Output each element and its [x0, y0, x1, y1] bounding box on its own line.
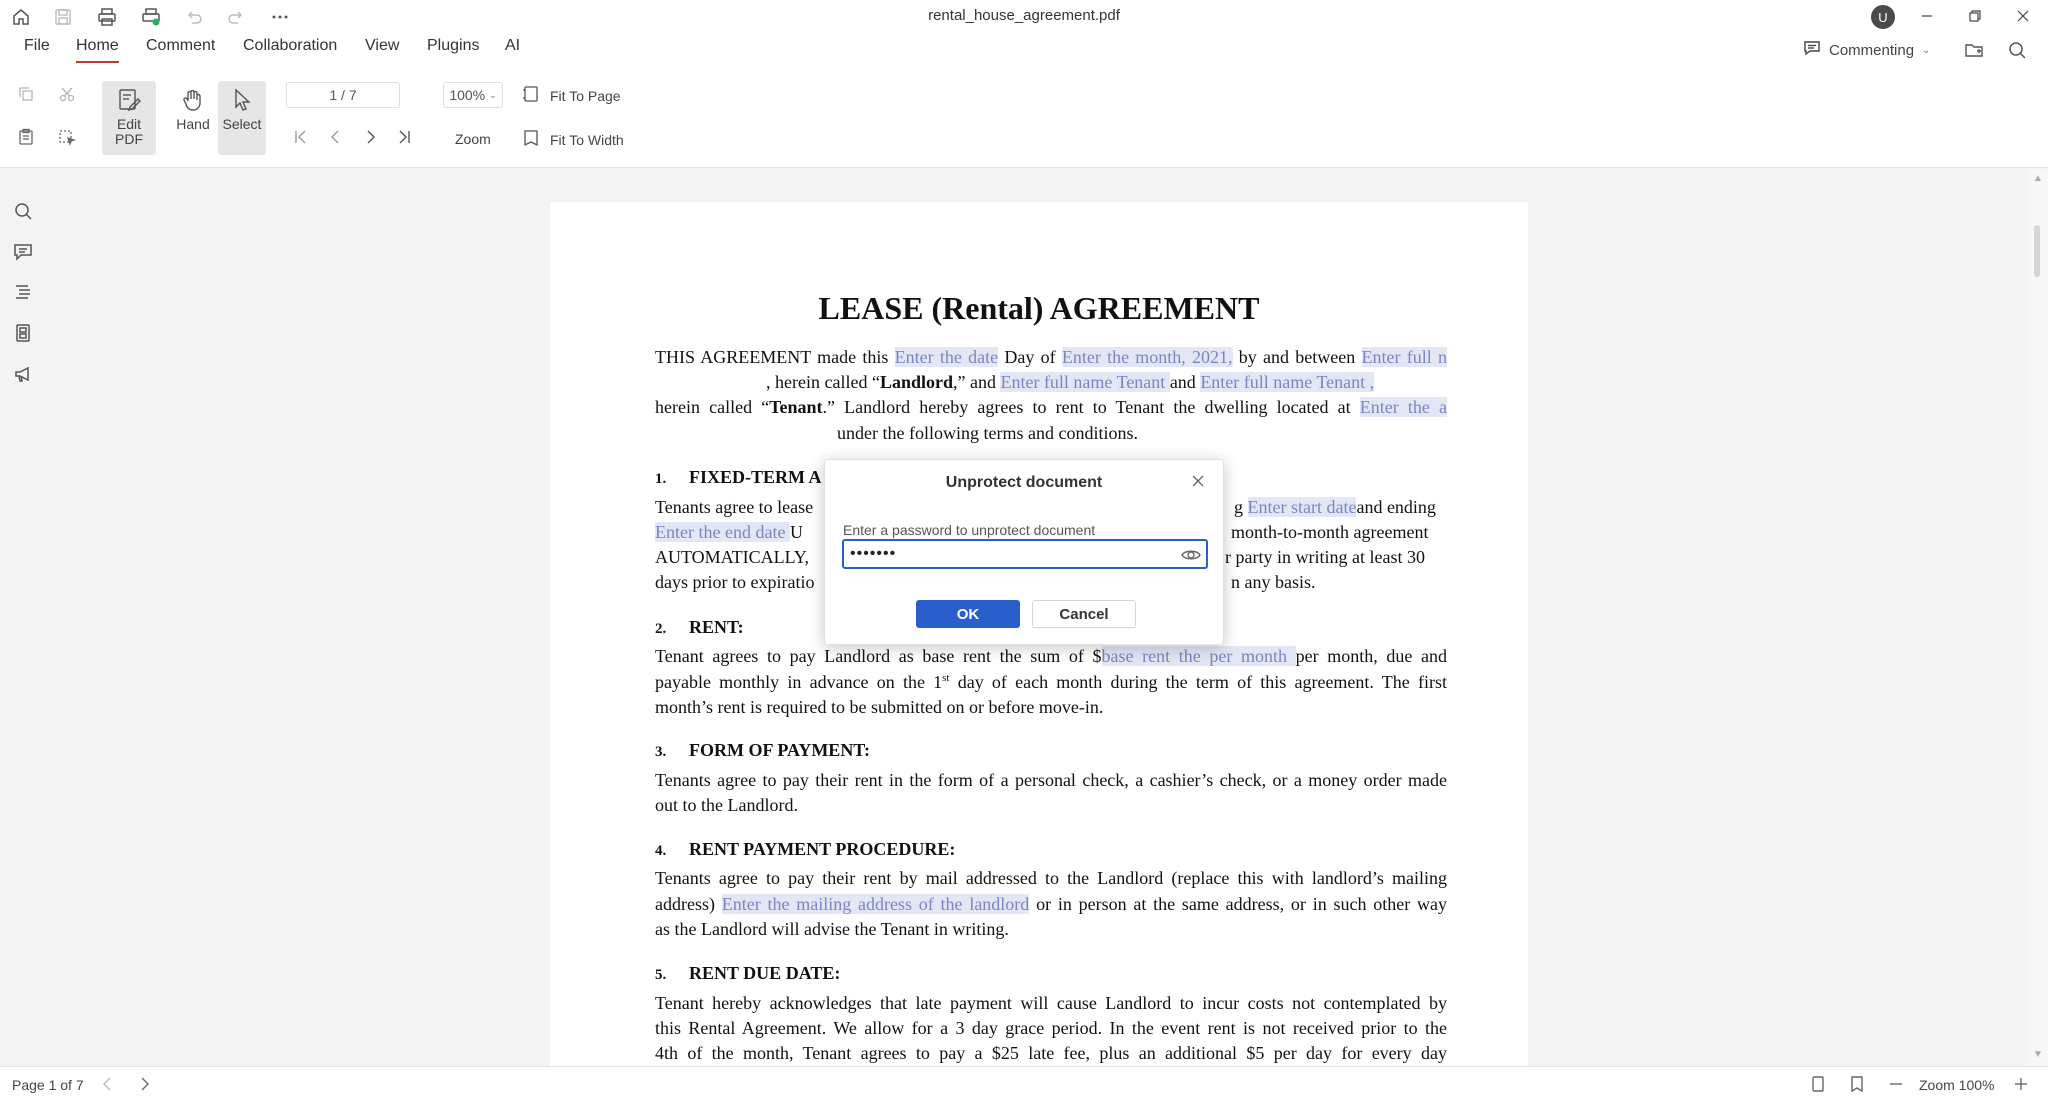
password-input[interactable]: ••••••• [842, 539, 1208, 569]
section-heading [655, 839, 1447, 860]
minimize-icon[interactable] [1912, 3, 1942, 29]
section-number: 1. [655, 471, 667, 487]
body-text: or in person at the same address, or in such other way [1029, 894, 1447, 914]
menu-file[interactable]: File [24, 37, 50, 54]
form-field-start-date[interactable]: Enter start date [1247, 497, 1357, 517]
body-text: AUTOMATICALLY, [655, 547, 810, 567]
s3-line-1: Tenants agree to pay their rent in the form of a personal check, a cashier’s check, or a money order made [655, 770, 1447, 790]
commenting-mode-dropdown[interactable] [1803, 39, 1930, 61]
superscript: st [942, 672, 950, 684]
edit-pdf-label: Edit PDF [115, 116, 143, 147]
scrollbar-thumb[interactable] [2034, 225, 2040, 277]
comments-panel-icon[interactable] [11, 240, 35, 264]
intro-text: .” Landlord hereby agrees to rent to Tenant the dwelling located at [822, 397, 1360, 417]
chevron-down-icon: ⌄ [489, 89, 497, 100]
intro-text: and [1169, 372, 1201, 392]
open-folder-icon[interactable] [1963, 39, 1985, 61]
form-field-tenant-name-2[interactable]: Enter full name Tenant , [1200, 372, 1375, 392]
s5-line-3: 4th of the month, Tenant agrees to pay a $25 late fee, plus an additional $5 per day for every day [655, 1043, 1447, 1063]
body-text: g [1234, 497, 1248, 517]
body-text: Tenant agrees to pay Landlord as base rent the sum of $ [655, 646, 1102, 666]
previous-page-icon[interactable] [324, 126, 346, 148]
menu-ai[interactable]: AI [505, 37, 521, 54]
scroll-down-icon[interactable]: ▼ [2033, 1049, 2043, 1060]
zoom-in-icon[interactable] [2011, 1074, 2031, 1094]
body-text: and ending [1356, 497, 1436, 517]
body-text: r party in writing at least 30 [1225, 547, 1425, 567]
s3-line-2: out to the Landlord. [655, 795, 798, 815]
unprotect-document-dialog [824, 459, 1224, 645]
intro-line-4: under the following terms and conditions. [837, 423, 1138, 443]
fit-width-icon [522, 129, 540, 150]
vertical-scrollbar[interactable] [2028, 169, 2048, 1066]
s5-line-1: Tenant hereby acknowledges that late payment will cause Landlord to incur costs not contemplated by [655, 993, 1447, 1013]
section-number: 2. [655, 621, 667, 637]
s4-line-2 [655, 894, 1447, 915]
close-icon[interactable] [2008, 3, 2038, 29]
title-bar [0, 0, 2048, 32]
ribbon-toolbar [0, 68, 2048, 168]
hand-tool-button[interactable] [172, 81, 214, 155]
section-number: 4. [655, 843, 667, 859]
intro-text: , herein called “ [766, 372, 880, 392]
menu-comment[interactable]: Comment [146, 37, 216, 54]
zoom-out-icon[interactable] [1886, 1074, 1906, 1094]
ok-button[interactable]: OK [916, 600, 1020, 628]
s2-line-1 [655, 646, 1447, 667]
form-field-mailing-address[interactable]: Enter the mailing address of the landlord [721, 894, 1030, 914]
intro-text: ,” and [952, 372, 1001, 392]
section-number: 3. [655, 744, 667, 760]
commenting-mode-label: Commenting [1829, 41, 1915, 59]
next-page-icon[interactable] [360, 126, 382, 148]
section-title: RENT PAYMENT PROCEDURE: [689, 839, 956, 859]
page-info: Page 1 of 7 [12, 1077, 84, 1093]
s4-line-1: Tenants agree to pay their rent by mail addressed to the Landlord (replace this with landlord’s mailing [655, 868, 1447, 888]
intro-text: THIS AGREEMENT made this [655, 347, 895, 367]
form-field-month[interactable]: Enter the month, 2021, [1061, 347, 1233, 367]
page-number-input[interactable]: 1 / 7 [286, 82, 400, 108]
avatar[interactable]: U [1871, 5, 1895, 29]
body-text: Tenants agree to lease [655, 497, 814, 517]
select-tool-button[interactable] [218, 81, 266, 155]
fit-page-icon [522, 85, 540, 106]
show-password-icon[interactable] [1180, 546, 1202, 564]
intro-text: herein called “ [655, 397, 770, 417]
close-icon[interactable] [1187, 470, 1209, 492]
body-text: month-to-month agreement [1231, 522, 1429, 542]
form-field-address[interactable]: Enter the a [1359, 397, 1447, 417]
section-title: RENT: [689, 617, 744, 637]
fit-to-page-button[interactable] [522, 85, 621, 106]
body-text-right [1234, 497, 1436, 518]
section-heading [655, 740, 1447, 761]
body-text: n any basis. [1231, 572, 1316, 592]
zoom-level: Zoom 100% [1919, 1077, 1995, 1093]
fit-to-width-label: Fit To Width [550, 131, 624, 148]
s2-line-3: month’s rent is required to be submitted on or before move-in. [655, 697, 1104, 717]
status-bar [0, 1066, 2048, 1101]
body-text: per month, due and [1295, 646, 1447, 666]
next-page-icon[interactable] [135, 1074, 155, 1094]
form-field-base-rent[interactable]: base rent the per month [1101, 646, 1296, 666]
first-page-icon[interactable] [290, 126, 312, 148]
zoom-label[interactable]: Zoom [455, 131, 491, 147]
zoom-select-value: 100% [449, 87, 486, 103]
left-sidebar [0, 169, 46, 1066]
last-page-icon[interactable] [393, 126, 415, 148]
search-panel-icon[interactable] [11, 199, 35, 223]
intro-bold: Landlord [879, 372, 953, 392]
section-number: 5. [655, 967, 667, 983]
menu-plugins[interactable]: Plugins [427, 37, 480, 54]
intro-text: Day of [998, 347, 1062, 367]
search-icon[interactable] [2006, 39, 2028, 61]
s2-line-2 [655, 672, 1447, 693]
intro-line-3 [655, 397, 1447, 418]
fit-to-page-label: Fit To Page [550, 87, 621, 104]
fit-to-width-button[interactable] [522, 129, 624, 150]
paste-icon[interactable] [15, 126, 37, 148]
announcement-icon[interactable] [11, 362, 35, 386]
body-text: U [789, 522, 803, 542]
body-text: days prior to expiratio [655, 572, 815, 592]
s5-line-2: this Rental Agreement. We allow for a 3 day grace period. In the event rent is not received prior to the [655, 1018, 1447, 1038]
s4-line-3: as the Landlord will advise the Tenant in writing. [655, 919, 1009, 939]
select-tool-label: Select [222, 116, 262, 132]
intro-line-1 [655, 347, 1447, 368]
section-title: FIXED-TERM A [689, 467, 822, 487]
restore-icon[interactable] [1960, 3, 1990, 29]
hand-tool-label: Hand [176, 116, 210, 132]
intro-bold: Tenant [769, 397, 823, 417]
comment-icon [1803, 39, 1821, 61]
outline-panel-icon[interactable] [11, 280, 35, 304]
edit-pdf-button[interactable] [102, 81, 156, 155]
dialog-title: Unprotect document [945, 474, 1103, 491]
chevron-down-icon: ⌄ [1922, 44, 1931, 56]
cancel-button[interactable]: Cancel [1032, 600, 1136, 628]
single-page-view-icon[interactable] [1808, 1074, 1828, 1094]
section-title: RENT DUE DATE: [689, 963, 841, 983]
section-title: FORM OF PAYMENT: [689, 740, 870, 760]
intro-line-2 [655, 372, 1447, 393]
select-area-icon[interactable] [56, 126, 78, 148]
scroll-up-icon[interactable]: ▲ [2033, 173, 2043, 184]
menu-collaboration[interactable]: Collaboration [243, 37, 338, 54]
cut-icon[interactable] [56, 83, 78, 105]
menu-home[interactable]: Home [76, 37, 119, 63]
document-title: rental_house_agreement.pdf [928, 7, 1120, 24]
form-field-date[interactable]: Enter the date [894, 347, 999, 367]
form-field-tenant-name-1[interactable]: Enter full name Tenant [1000, 372, 1170, 392]
password-label: Enter a password to unprotect document [843, 522, 1096, 538]
previous-page-icon[interactable] [97, 1074, 117, 1094]
thumbnails-panel-icon[interactable] [11, 321, 35, 345]
zoom-select[interactable] [443, 82, 503, 108]
menu-bar [0, 32, 2048, 68]
body-text: address) [655, 894, 722, 914]
body-text: payable monthly in advance on the 1 [655, 672, 943, 692]
copy-icon[interactable] [15, 83, 37, 105]
bookmark-view-icon[interactable] [1847, 1074, 1867, 1094]
form-field-end-date[interactable]: Enter the end date [655, 522, 790, 542]
section-heading [655, 963, 1447, 984]
menu-view[interactable]: View [365, 37, 400, 54]
form-field-landlord-name[interactable]: Enter full n [1361, 347, 1447, 367]
document-heading: LEASE (Rental) AGREEMENT [818, 290, 1260, 326]
intro-text: by and between [1232, 347, 1362, 367]
body-text: day of each month during the term of this agreement. The first [949, 672, 1447, 692]
